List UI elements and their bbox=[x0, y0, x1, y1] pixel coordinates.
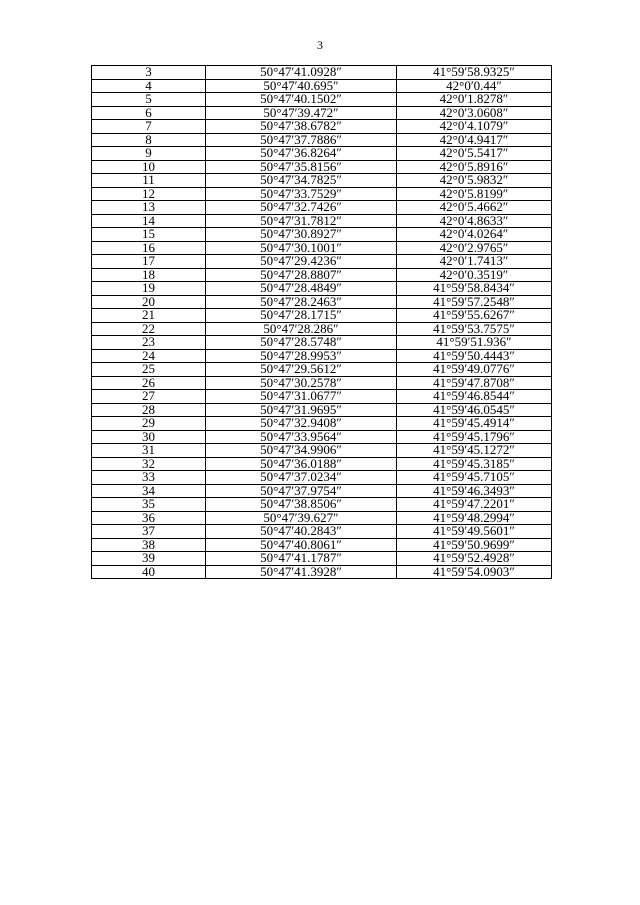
table-row bbox=[92, 565, 552, 579]
table-row bbox=[92, 457, 552, 471]
point-number-cell: 10 bbox=[92, 160, 206, 174]
table-row bbox=[92, 201, 552, 215]
table-row bbox=[92, 282, 552, 296]
longitude-cell: 50°47′35.8156″ bbox=[206, 160, 397, 174]
latitude-cell: 42°0′4.0264″ bbox=[397, 228, 552, 242]
latitude-cell: 41°59′49.5601″ bbox=[397, 525, 552, 539]
latitude-cell: 42°0′2.9765″ bbox=[397, 241, 552, 255]
table-row bbox=[92, 214, 552, 228]
longitude-cell: 50°47′37.9754″ bbox=[206, 484, 397, 498]
point-number-cell: 28 bbox=[92, 403, 206, 417]
latitude-cell: 41°59′49.0776″ bbox=[397, 363, 552, 377]
latitude-cell: 42°0′1.7413″ bbox=[397, 255, 552, 269]
longitude-cell: 50°47′30.2578″ bbox=[206, 376, 397, 390]
table-row bbox=[92, 309, 552, 323]
latitude-cell: 42°0′4.1079″ bbox=[397, 120, 552, 134]
latitude-cell: 41°59′57.2548″ bbox=[397, 295, 552, 309]
longitude-cell: 50°47′28.5748″ bbox=[206, 336, 397, 350]
point-number-cell: 3 bbox=[92, 66, 206, 80]
latitude-cell: 41°59′45.1272″ bbox=[397, 444, 552, 458]
point-number-cell: 36 bbox=[92, 511, 206, 525]
longitude-cell: 50°47′32.9408″ bbox=[206, 417, 397, 431]
point-number-cell: 11 bbox=[92, 174, 206, 188]
table-row bbox=[92, 133, 552, 147]
table-row bbox=[92, 525, 552, 539]
table-row bbox=[92, 93, 552, 107]
table-row bbox=[92, 336, 552, 350]
table-row bbox=[92, 390, 552, 404]
latitude-cell: 41°59′46.3493″ bbox=[397, 484, 552, 498]
latitude-cell: 41°59′48.2994″ bbox=[397, 511, 552, 525]
table-row bbox=[92, 498, 552, 512]
longitude-cell: 50°47′36.8264″ bbox=[206, 147, 397, 161]
longitude-cell: 50°47′28.2463″ bbox=[206, 295, 397, 309]
longitude-cell: 50°47′28.286″ bbox=[206, 322, 397, 336]
point-number-cell: 34 bbox=[92, 484, 206, 498]
point-number-cell: 38 bbox=[92, 538, 206, 552]
point-number-cell: 39 bbox=[92, 552, 206, 566]
table-row bbox=[92, 511, 552, 525]
latitude-cell: 42°0′4.8633″ bbox=[397, 214, 552, 228]
point-number-cell: 19 bbox=[92, 282, 206, 296]
latitude-cell: 41°59′45.4914″ bbox=[397, 417, 552, 431]
point-number-cell: 25 bbox=[92, 363, 206, 377]
longitude-cell: 50°47′31.7812″ bbox=[206, 214, 397, 228]
point-number-cell: 18 bbox=[92, 268, 206, 282]
latitude-cell: 41°59′53.7575″ bbox=[397, 322, 552, 336]
point-number-cell: 12 bbox=[92, 187, 206, 201]
point-number-cell: 4 bbox=[92, 79, 206, 93]
table-row bbox=[92, 295, 552, 309]
point-number-cell: 35 bbox=[92, 498, 206, 512]
latitude-cell: 41°59′47.2201″ bbox=[397, 498, 552, 512]
longitude-cell: 50°47′40.695″ bbox=[206, 79, 397, 93]
longitude-cell: 50°47′38.8506″ bbox=[206, 498, 397, 512]
table-row bbox=[92, 484, 552, 498]
table-row bbox=[92, 147, 552, 161]
latitude-cell: 41°59′51.936″ bbox=[397, 336, 552, 350]
longitude-cell: 50°47′39.627″ bbox=[206, 511, 397, 525]
latitude-cell: 42°0′5.8199″ bbox=[397, 187, 552, 201]
longitude-cell: 50°47′33.9564″ bbox=[206, 430, 397, 444]
point-number-cell: 23 bbox=[92, 336, 206, 350]
latitude-cell: 41°59′58.8434″ bbox=[397, 282, 552, 296]
longitude-cell: 50°47′32.7426″ bbox=[206, 201, 397, 215]
longitude-cell: 50°47′40.1502″ bbox=[206, 93, 397, 107]
latitude-cell: 41°59′54.0903″ bbox=[397, 565, 552, 579]
point-number-cell: 20 bbox=[92, 295, 206, 309]
latitude-cell: 42°0′1.8278″ bbox=[397, 93, 552, 107]
longitude-cell: 50°47′34.9906″ bbox=[206, 444, 397, 458]
latitude-cell: 41°59′45.3185″ bbox=[397, 457, 552, 471]
point-number-cell: 24 bbox=[92, 349, 206, 363]
longitude-cell: 50°47′31.0677″ bbox=[206, 390, 397, 404]
point-number-cell: 21 bbox=[92, 309, 206, 323]
table-row bbox=[92, 160, 552, 174]
table-row bbox=[92, 471, 552, 485]
latitude-cell: 41°59′52.4928″ bbox=[397, 552, 552, 566]
latitude-cell: 41°59′50.9699″ bbox=[397, 538, 552, 552]
table-row bbox=[92, 322, 552, 336]
latitude-cell: 42°0′5.4662″ bbox=[397, 201, 552, 215]
latitude-cell: 41°59′46.0545″ bbox=[397, 403, 552, 417]
latitude-cell: 41°59′55.6267″ bbox=[397, 309, 552, 323]
longitude-cell: 50°47′38.6782″ bbox=[206, 120, 397, 134]
longitude-cell: 50°47′33.7529″ bbox=[206, 187, 397, 201]
table-row bbox=[92, 538, 552, 552]
point-number-cell: 29 bbox=[92, 417, 206, 431]
point-number-cell: 31 bbox=[92, 444, 206, 458]
longitude-cell: 50°47′29.4236″ bbox=[206, 255, 397, 269]
latitude-cell: 42°0′0.44″ bbox=[397, 79, 552, 93]
longitude-cell: 50°47′28.1715″ bbox=[206, 309, 397, 323]
table-row bbox=[92, 363, 552, 377]
table-row bbox=[92, 79, 552, 93]
latitude-cell: 42°0′4.9417″ bbox=[397, 133, 552, 147]
latitude-cell: 41°59′45.1796″ bbox=[397, 430, 552, 444]
point-number-cell: 9 bbox=[92, 147, 206, 161]
latitude-cell: 42°0′5.8916″ bbox=[397, 160, 552, 174]
table-row bbox=[92, 228, 552, 242]
table-row bbox=[92, 106, 552, 120]
point-number-cell: 13 bbox=[92, 201, 206, 215]
table-row bbox=[92, 376, 552, 390]
table-row bbox=[92, 417, 552, 431]
table-row bbox=[92, 268, 552, 282]
point-number-cell: 8 bbox=[92, 133, 206, 147]
longitude-cell: 50°47′31.9695″ bbox=[206, 403, 397, 417]
latitude-cell: 41°59′58.9325″ bbox=[397, 66, 552, 80]
latitude-cell: 41°59′45.7105″ bbox=[397, 471, 552, 485]
latitude-cell: 42°0′3.0608″ bbox=[397, 106, 552, 120]
table-row bbox=[92, 444, 552, 458]
point-number-cell: 7 bbox=[92, 120, 206, 134]
table-row bbox=[92, 552, 552, 566]
latitude-cell: 41°59′46.8544″ bbox=[397, 390, 552, 404]
latitude-cell: 41°59′50.4443″ bbox=[397, 349, 552, 363]
latitude-cell: 42°0′0.3519″ bbox=[397, 268, 552, 282]
longitude-cell: 50°47′29.5612″ bbox=[206, 363, 397, 377]
longitude-cell: 50°47′28.9953″ bbox=[206, 349, 397, 363]
longitude-cell: 50°47′28.8807″ bbox=[206, 268, 397, 282]
point-number-cell: 30 bbox=[92, 430, 206, 444]
longitude-cell: 50°47′40.2843″ bbox=[206, 525, 397, 539]
latitude-cell: 41°59′47.8708″ bbox=[397, 376, 552, 390]
point-number-cell: 14 bbox=[92, 214, 206, 228]
longitude-cell: 50°47′41.1787″ bbox=[206, 552, 397, 566]
table-row bbox=[92, 430, 552, 444]
point-number-cell: 6 bbox=[92, 106, 206, 120]
latitude-cell: 42°0′5.9832″ bbox=[397, 174, 552, 188]
point-number-cell: 27 bbox=[92, 390, 206, 404]
point-number-cell: 16 bbox=[92, 241, 206, 255]
longitude-cell: 50°47′41.3928″ bbox=[206, 565, 397, 579]
longitude-cell: 50°47′28.4849″ bbox=[206, 282, 397, 296]
table-row bbox=[92, 120, 552, 134]
longitude-cell: 50°47′34.7825″ bbox=[206, 174, 397, 188]
longitude-cell: 50°47′30.8927″ bbox=[206, 228, 397, 242]
point-number-cell: 17 bbox=[92, 255, 206, 269]
coordinates-table bbox=[91, 65, 552, 579]
table-row bbox=[92, 174, 552, 188]
table-row bbox=[92, 187, 552, 201]
point-number-cell: 32 bbox=[92, 457, 206, 471]
longitude-cell: 50°47′37.0234″ bbox=[206, 471, 397, 485]
longitude-cell: 50°47′39.472″ bbox=[206, 106, 397, 120]
point-number-cell: 37 bbox=[92, 525, 206, 539]
table-row bbox=[92, 66, 552, 80]
point-number-cell: 22 bbox=[92, 322, 206, 336]
longitude-cell: 50°47′30.1001″ bbox=[206, 241, 397, 255]
point-number-cell: 40 bbox=[92, 565, 206, 579]
table-row bbox=[92, 255, 552, 269]
longitude-cell: 50°47′37.7886″ bbox=[206, 133, 397, 147]
point-number-cell: 5 bbox=[92, 93, 206, 107]
point-number-cell: 33 bbox=[92, 471, 206, 485]
point-number-cell: 26 bbox=[92, 376, 206, 390]
longitude-cell: 50°47′41.0928″ bbox=[206, 66, 397, 80]
table-row bbox=[92, 241, 552, 255]
latitude-cell: 42°0′5.5417″ bbox=[397, 147, 552, 161]
table-row bbox=[92, 349, 552, 363]
point-number-cell: 15 bbox=[92, 228, 206, 242]
longitude-cell: 50°47′36.0188″ bbox=[206, 457, 397, 471]
longitude-cell: 50°47′40.8061″ bbox=[206, 538, 397, 552]
table-row bbox=[92, 403, 552, 417]
page-number: 3 bbox=[317, 38, 323, 52]
coordinates-table-body bbox=[92, 66, 552, 579]
